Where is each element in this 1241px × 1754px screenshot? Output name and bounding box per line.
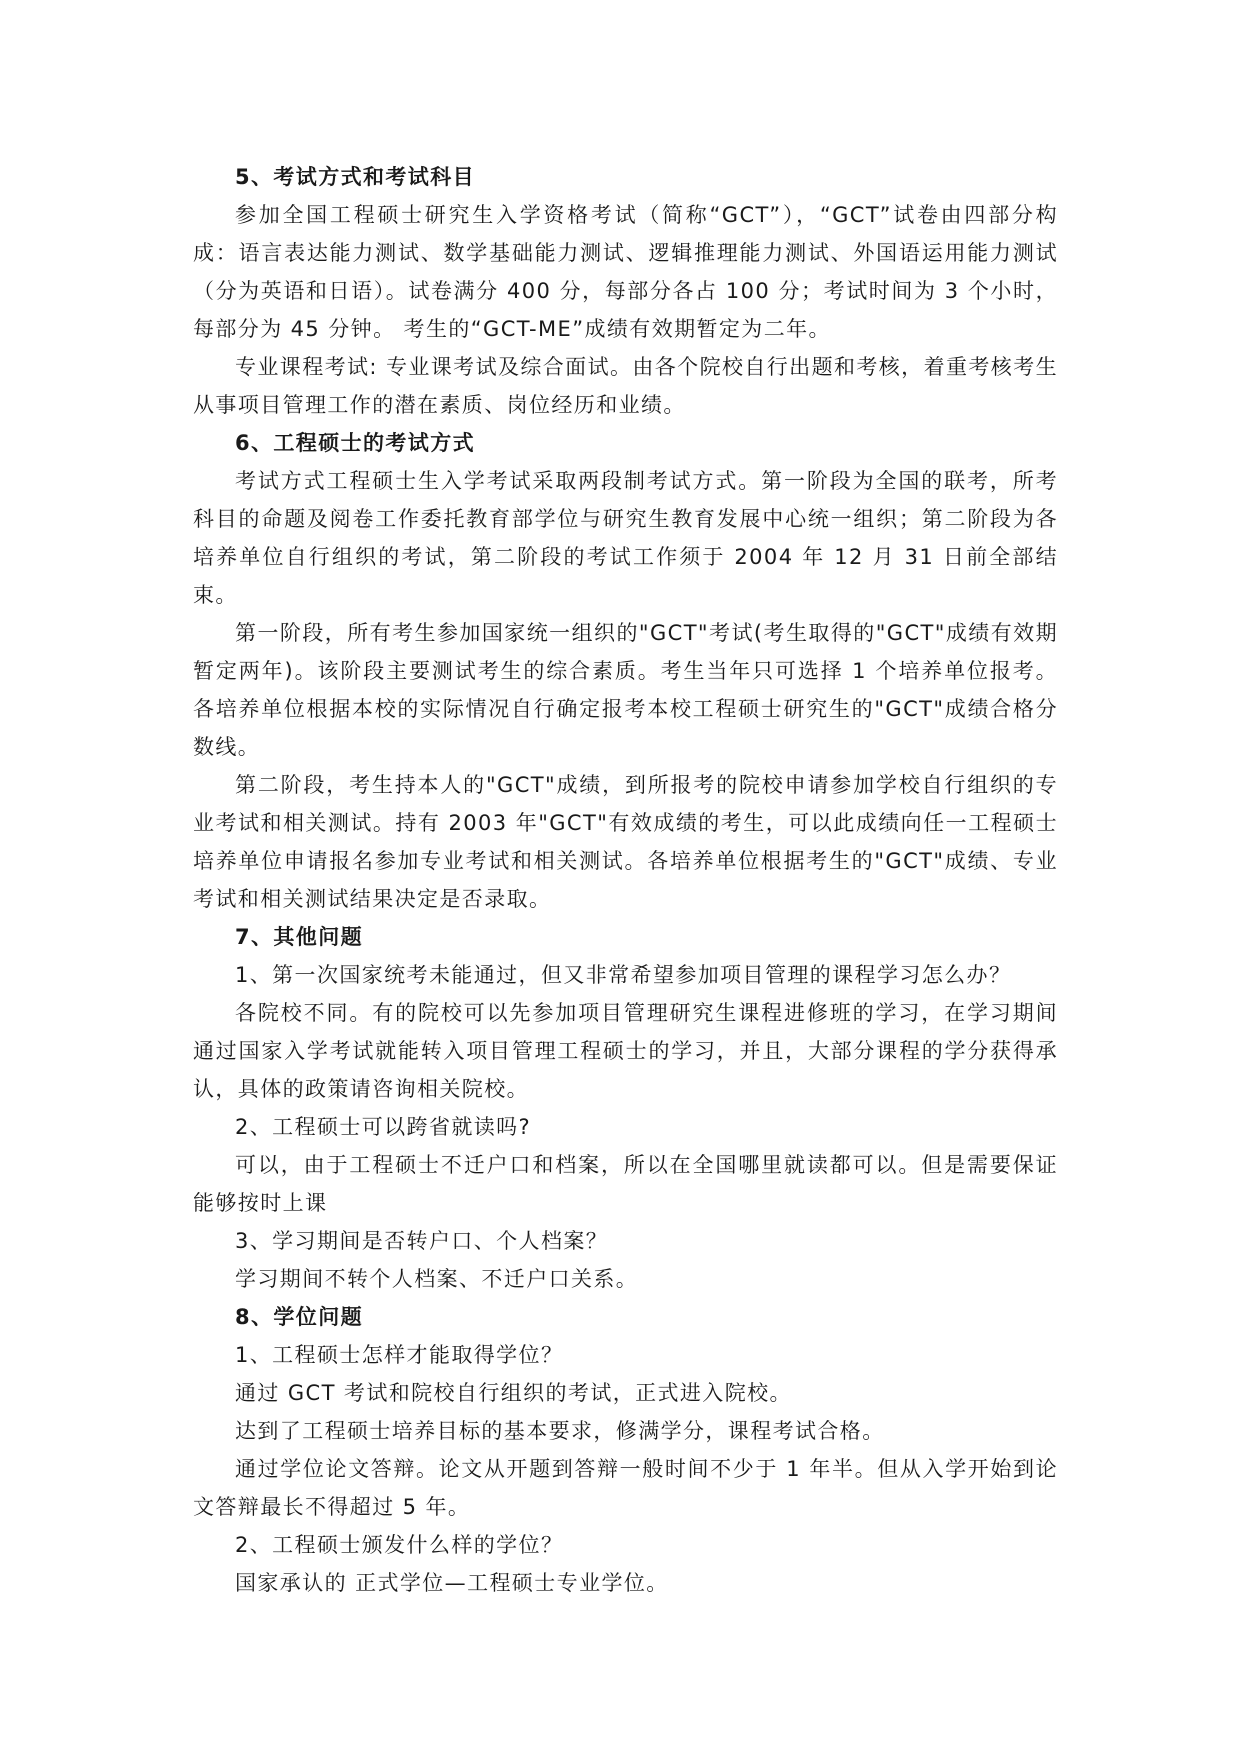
section-5-heading: 5、考试方式和考试科目 (235, 165, 476, 189)
section-8-answer-1b: 达到了工程硕士培养目标的基本要求，修满学分，课程考试合格。 (235, 1419, 885, 1443)
section-6-para-1: 考试方式工程硕士生入学考试采取两段制考试方式。第一阶段为全国的联考，所考科目的命题及阅卷工作委托教育部学位与研究生教育发展中心统一组织；第二阶段为各培养单位自行组织的考试，第二阶段的考试工作须于 2004 年 12 月 31 日前全部结束。 (193, 469, 1058, 607)
section-7-heading: 7、其他问题 (235, 925, 364, 949)
section-8-answer-1a: 通过 GCT 考试和院校自行组织的考试，正式进入院校。 (235, 1381, 792, 1405)
section-5-para-1: 参加全国工程硕士研究生入学资格考试（简称“GCT”），“GCT”试卷由四部分构成：语言表达能力测试、数学基础能力测试、逻辑推理能力测试、外国语运用能力测试（分为英语和日语）。试卷满分 400 分，每部分各占 100 分；考试时间为 3 个小时，每部分为 45 分钟。 考生的“GCT-ME”成绩有效期暂定为二年。 (193, 203, 1058, 341)
section-7-question-2: 2、工程硕士可以跨省就读吗? (235, 1115, 532, 1139)
section-8-question-2: 2、工程硕士颁发什么样的学位？ (235, 1533, 564, 1557)
section-7-answer-2: 可以，由于工程硕士不迁户口和档案，所以在全国哪里就读都可以。但是需要保证能够按时上课 (193, 1153, 1058, 1215)
section-8-question-1: 1、工程硕士怎样才能取得学位？ (235, 1343, 564, 1367)
section-8-heading: 8、学位问题 (235, 1305, 364, 1329)
section-8-answer-1c: 通过学位论文答辩。论文从开题到答辩一般时间不少于 1 年半。但从入学开始到论文答辩最长不得超过 5 年。 (193, 1457, 1058, 1519)
section-7-question-3: 3、学习期间是否转户口、个人档案？ (235, 1229, 609, 1253)
section-6-para-3: 第二阶段，考生持本人的"GCT"成绩，到所报考的院校申请参加学校自行组织的专业考试和相关测试。持有 2003 年"GCT"有效成绩的考生，可以此成绩向任一工程硕士培养单位申请报名参加专业考试和相关测试。各培养单位根据考生的"GCT"成绩、专业考试和相关测试结果决定是否录取。 (193, 773, 1058, 911)
section-5-para-2: 专业课程考试: 专业课考试及综合面试。由各个院校自行出题和考核，着重考核考生从事项目管理工作的潜在素质、岗位经历和业绩。 (193, 355, 1058, 417)
section-7-answer-1: 各院校不同。有的院校可以先参加项目管理研究生课程进修班的学习，在学习期间通过国家入学考试就能转入项目管理工程硕士的学习，并且，大部分课程的学分获得承认，具体的政策请咨询相关院校。 (193, 1001, 1058, 1101)
section-7-answer-3: 学习期间不转个人档案、不迁户口关系。 (235, 1267, 639, 1291)
section-8-answer-2: 国家承认的 正式学位—工程硕士专业学位。 (235, 1571, 669, 1595)
section-6-para-2: 第一阶段，所有考生参加国家统一组织的"GCT"考试(考生取得的"GCT"成绩有效期暂定两年)。该阶段主要测试考生的综合素质。考生当年只可选择 1 个培养单位报考。各培养单位根据本校的实际情况自行确定报考本校工程硕士研究生的"GCT"成绩合格分数线。 (193, 621, 1058, 759)
section-7-question-1: 1、第一次国家统考未能通过，但又非常希望参加项目管理的课程学习怎么办？ (235, 963, 1012, 987)
document-page (193, 158, 1058, 1602)
section-6-heading: 6、工程硕士的考试方式 (235, 431, 476, 455)
